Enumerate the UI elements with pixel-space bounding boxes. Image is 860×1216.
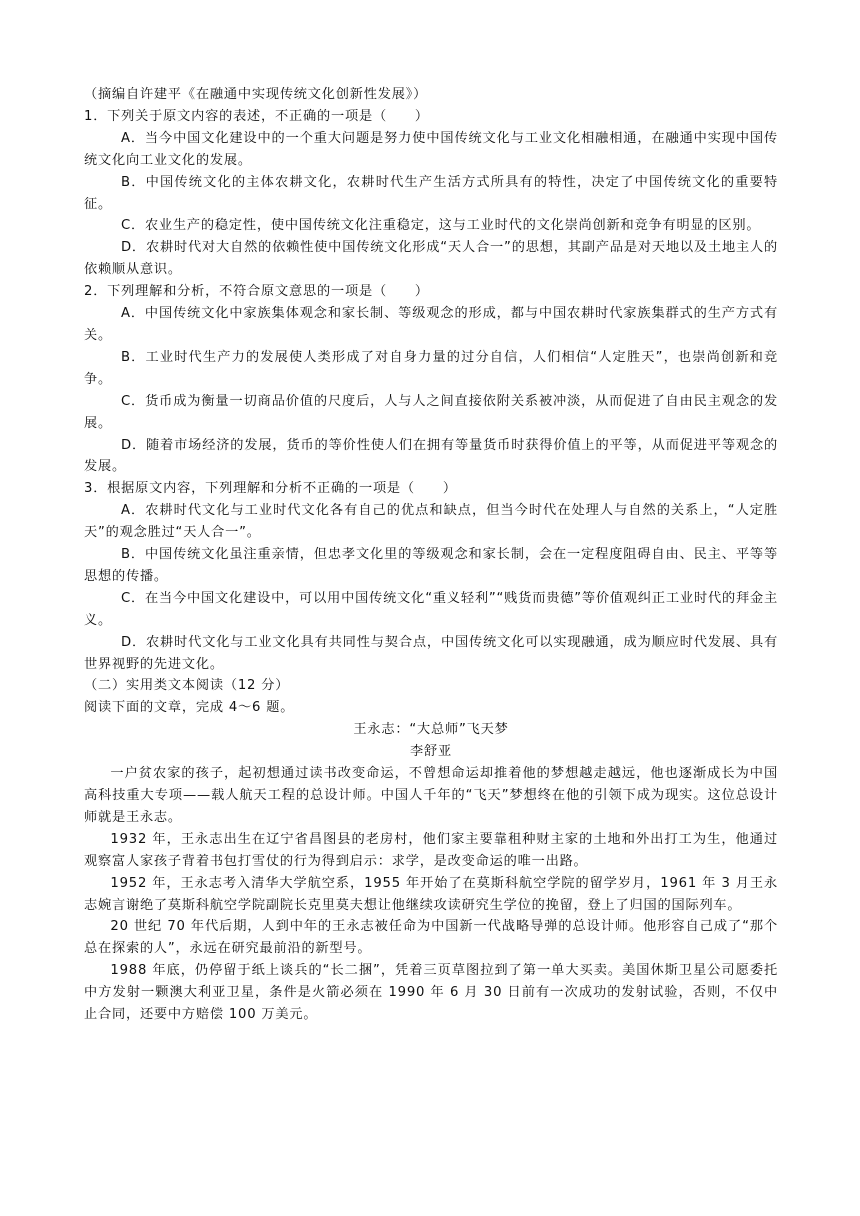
question-3-option-b: B．中国传统文化虽注重亲情，但忠孝文化里的等级观念和家长制，会在一定程度阻碍自由、民主、平等等思想的传播。 bbox=[84, 547, 778, 584]
article-paragraph: 1988 年底，仍停留于纸上谈兵的“长二捆”，凭着三页草图拉到了第一单大买卖。美国休斯卫星公司愿委托中方发射一颗澳大利亚卫星，条件是火箭必须在 1990 年 6 月 30 日前有一次成功的发射试验，否则，不仅中止合同，还要中方赔偿 100 万美元。 bbox=[84, 963, 778, 1023]
article-title: 王永志：“大总师”飞天梦 bbox=[353, 722, 509, 738]
article-paragraph: 1932 年，王永志出生在辽宁省昌图县的老房村，他们家主要靠租种财主家的土地和外出打工为生，他通过观察富人家孩子背着书包打雪仗的行为得到启示：求学，是改变命运的唯一出路。 bbox=[84, 831, 778, 869]
question-1-option-c: C．农业生产的稳定性，使中国传统文化注重稳定，这与工业时代的文化崇尚创新和竞争有明显的区别。 bbox=[120, 218, 761, 234]
question-1-option-b: B．中国传统文化的主体农耕文化，农耕时代生产生活方式所具有的特性，决定了中国传统文化的重要特征。 bbox=[84, 174, 778, 212]
article-author: 李舒亚 bbox=[410, 744, 452, 760]
article-paragraph: 1952 年，王永志考入清华大学航空系，1955 年开始了在莫斯科航空学院的留学岁月，1961 年 3 月王永志婉言谢绝了莫斯科航空学院副院长克里莫夫想让他继续攻读研究生学位的挽留，登上了归国的国际列车。 bbox=[84, 875, 778, 913]
article-paragraph: 20 世纪 70 年代后期，人到中年的王永志被任命为中国新一代战略导弹的总设计师。他形容自己成了“那个总在探索的人”，永远在研究最前沿的新型号。 bbox=[84, 919, 778, 957]
question-2-option-c: C．货币成为衡量一切商品价值的尺度后，人与人之间直接依附关系被冲淡，从而促进了自由民主观念的发展。 bbox=[84, 393, 778, 431]
question-1-option-a: A．当今中国文化建设中的一个重大问题是努力使中国传统文化与工业文化相融相通，在融通中实现中国传统文化向工业文化的发展。 bbox=[84, 130, 778, 168]
section-instruction: 阅读下面的文章，完成 4～6 题。 bbox=[84, 700, 295, 716]
question-2-option-b: B．工业时代生产力的发展使人类形成了对自身力量的过分自信，人们相信“人定胜天”，也崇尚创新和竞争。 bbox=[84, 349, 778, 387]
question-2-stem: 2．下列理解和分析，不符合原文意思的一项是（ ） bbox=[84, 284, 429, 300]
source-note: （摘编自许建平《在融通中实现传统文化创新性发展》） bbox=[84, 87, 428, 102]
question-3-option-d: D．农耕时代文化与工业文化具有共同性与契合点，中国传统文化可以实现融通，成为顺应时代发展、具有世界视野的先进文化。 bbox=[84, 634, 778, 672]
document-page bbox=[84, 84, 778, 1026]
question-1-option-d: D．农耕时代对大自然的依赖性使中国传统文化形成“天人合一”的思想，其副产品是对天地以及土地主人的依赖顺从意识。 bbox=[84, 240, 778, 278]
question-3-stem: 3．根据原文内容，下列理解和分析不正确的一项是（ ） bbox=[84, 481, 457, 497]
question-2-option-a: A．中国传统文化中家族集体观念和家长制、等级观念的形成，都与中国农耕时代家族集群式的生产方式有关。 bbox=[84, 306, 778, 343]
section-heading: （二）实用类文本阅读（12 分） bbox=[84, 678, 290, 694]
question-2-option-d: D．随着市场经济的发展，货币的等价性使人们在拥有等量货币时获得价值上的平等，从而促进平等观念的发展。 bbox=[84, 437, 778, 475]
question-3-option-c: C．在当今中国文化建设中，可以用中国传统文化“重义轻利”“贱货而贵德”等价值观纠正工业时代的拜金主义。 bbox=[84, 590, 778, 628]
question-1-stem: 1．下列关于原文内容的表述，不正确的一项是（ ） bbox=[84, 108, 429, 124]
question-3-option-a: A．农耕时代文化与工业时代文化各有自己的优点和缺点，但当今时代在处理人与自然的关系上，“人定胜天”的观念胜过“天人合一”。 bbox=[84, 503, 778, 541]
article-paragraph: 一户贫农家的孩子，起初想通过读书改变命运，不曾想命运却推着他的梦想越走越远，他也逐渐成长为中国高科技重大专项——载人航天工程的总设计师。中国人千年的“飞天”梦想终在他的引领下成为现实。这位总设计师就是王永志。 bbox=[84, 766, 778, 825]
